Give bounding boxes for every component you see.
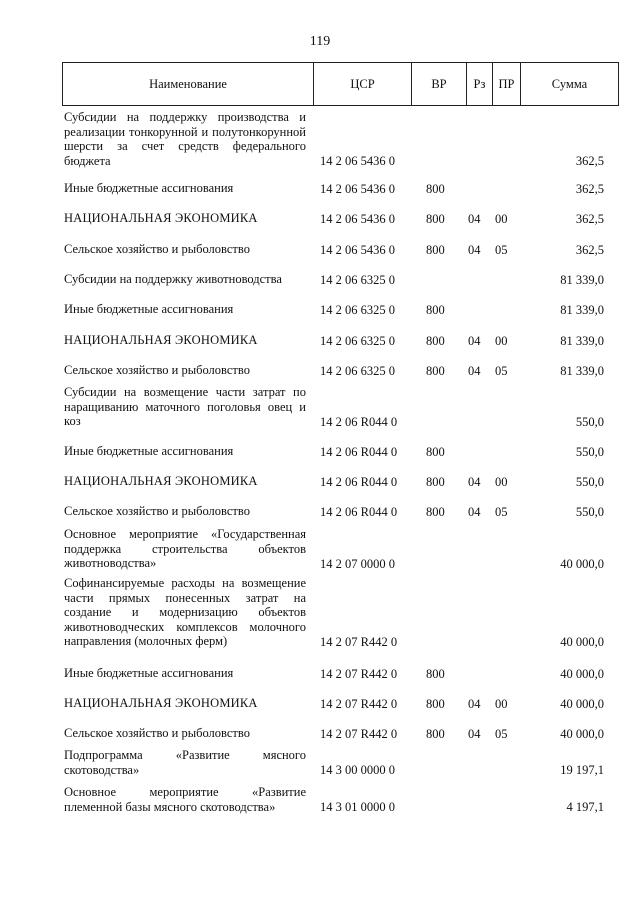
row-pr: 05 [495,504,508,519]
row-sum: 81 339,0 [560,302,604,317]
row-vr: 800 [426,211,445,226]
row-name: Субсидии на поддержку животноводства [64,272,282,286]
row-sum: 40 000,0 [560,696,604,711]
row-csr: 14 3 00 0000 0 [320,762,395,777]
row-csr: 14 2 06 R044 0 [320,444,398,459]
row-sum: 81 339,0 [560,363,604,378]
row-sum: 81 339,0 [560,333,604,348]
row-sum: 81 339,0 [560,272,604,287]
row-csr: 14 2 07 0000 0 [320,556,395,571]
row-name: Подпрограмма «Развитие мясного скотоводства» [64,748,306,777]
row-pr: 05 [495,242,508,257]
table-row [0,363,640,378]
table-row [0,474,640,489]
row-name: Иные бюджетные ассигнования [64,302,234,316]
row-name: НАЦИОНАЛЬНАЯ ЭКОНОМИКА [64,474,258,488]
row-sum: 550,0 [575,444,604,459]
table-row [0,504,640,519]
row-vr: 800 [426,504,445,519]
row-rz: 04 [468,474,481,489]
row-vr: 800 [426,726,445,741]
row-csr: 14 2 06 6325 0 [320,272,395,287]
row-name: Сельское хозяйство и рыболовство [64,363,250,377]
row-pr: 05 [495,363,508,378]
row-csr: 14 2 06 6325 0 [320,363,395,378]
header-name: Наименование [63,63,314,105]
row-rz: 04 [468,726,481,741]
row-name: Софинансируемые расходы на возмещение части прямых понесенных затрат на создание и модернизацию объектов животноводческих комплексов молочного направления (молочных ферм) [64,576,306,648]
row-name: Субсидии на поддержку производства и реализации тонкорунной и полутонкорунной шерсти за счет средств федерального бюджета [64,110,306,168]
row-name: Основное мероприятие «Государственная поддержка строительства объектов животноводства» [64,527,306,570]
row-name: Основное мероприятие «Развитие племенной базы мясного скотоводства» [64,785,306,814]
row-name: Сельское хозяйство и рыболовство [64,726,250,740]
row-pr: 05 [495,726,508,741]
row-rz: 04 [468,333,481,348]
table-row [0,302,640,317]
row-vr: 800 [426,242,445,257]
row-sum: 362,5 [575,242,604,257]
table-row [0,272,640,287]
table-row [0,726,640,741]
row-name: Субсидии на возмещение части затрат по наращиванию маточного поголовья овец и коз [64,385,306,428]
row-pr: 00 [495,211,508,226]
row-sum: 40 000,0 [560,634,604,649]
row-csr: 14 2 06 5436 0 [320,211,395,226]
row-vr: 800 [426,302,445,317]
row-name: НАЦИОНАЛЬНАЯ ЭКОНОМИКА [64,696,258,710]
row-sum: 40 000,0 [560,726,604,741]
row-csr: 14 2 07 R442 0 [320,634,398,649]
table-row [0,110,640,168]
row-name: Иные бюджетные ассигнования [64,181,234,195]
row-pr: 00 [495,696,508,711]
table-row [0,385,640,429]
row-rz: 04 [468,696,481,711]
row-vr: 800 [426,444,445,459]
row-pr: 00 [495,333,508,348]
header-csr: ЦСР [314,63,412,105]
row-csr: 14 3 01 0000 0 [320,799,395,814]
row-pr: 00 [495,474,508,489]
row-rz: 04 [468,363,481,378]
row-sum: 550,0 [575,504,604,519]
table-header [62,62,619,106]
row-vr: 800 [426,666,445,681]
row-vr: 800 [426,474,445,489]
header-rz: Рз [467,63,493,105]
row-name: НАЦИОНАЛЬНАЯ ЭКОНОМИКА [64,333,258,347]
row-rz: 04 [468,504,481,519]
table-row [0,333,640,348]
row-csr: 14 2 06 5436 0 [320,181,395,196]
row-csr: 14 2 06 6325 0 [320,333,395,348]
row-csr: 14 2 06 6325 0 [320,302,395,317]
header-vr: ВР [412,63,467,105]
row-csr: 14 2 06 5436 0 [320,242,395,257]
table-row [0,576,640,649]
row-sum: 550,0 [575,474,604,489]
row-sum: 362,5 [575,181,604,196]
row-csr: 14 2 06 R044 0 [320,474,398,489]
row-csr: 14 2 06 5436 0 [320,153,395,168]
table-row [0,242,640,257]
table-row [0,211,640,226]
row-sum: 4 197,1 [566,799,604,814]
row-vr: 800 [426,363,445,378]
row-csr: 14 2 06 R044 0 [320,414,398,429]
table-row [0,181,640,196]
row-sum: 40 000,0 [560,556,604,571]
row-csr: 14 2 07 R442 0 [320,696,398,711]
row-sum: 362,5 [575,211,604,226]
row-csr: 14 2 06 R044 0 [320,504,398,519]
row-sum: 19 197,1 [560,762,604,777]
row-vr: 800 [426,333,445,348]
page-number: 119 [309,34,331,49]
table-row [0,666,640,681]
header-pr: ПР [493,63,521,105]
table-row [0,785,640,814]
row-sum: 550,0 [575,414,604,429]
row-name: Иные бюджетные ассигнования [64,444,234,458]
row-csr: 14 2 07 R442 0 [320,726,398,741]
header-sum: Сумма [551,76,588,91]
row-name: НАЦИОНАЛЬНАЯ ЭКОНОМИКА [64,211,258,225]
table-row [0,696,640,711]
table-row [0,527,640,571]
row-rz: 04 [468,242,481,257]
row-csr: 14 2 07 R442 0 [320,666,398,681]
table-row [0,748,640,777]
table-row [0,444,640,459]
row-name: Сельское хозяйство и рыболовство [64,242,250,256]
row-name: Сельское хозяйство и рыболовство [64,504,250,518]
row-sum: 40 000,0 [560,666,604,681]
row-name: Иные бюджетные ассигнования [64,666,234,680]
row-vr: 800 [426,696,445,711]
row-rz: 04 [468,211,481,226]
row-vr: 800 [426,181,445,196]
row-sum: 362,5 [575,153,604,168]
